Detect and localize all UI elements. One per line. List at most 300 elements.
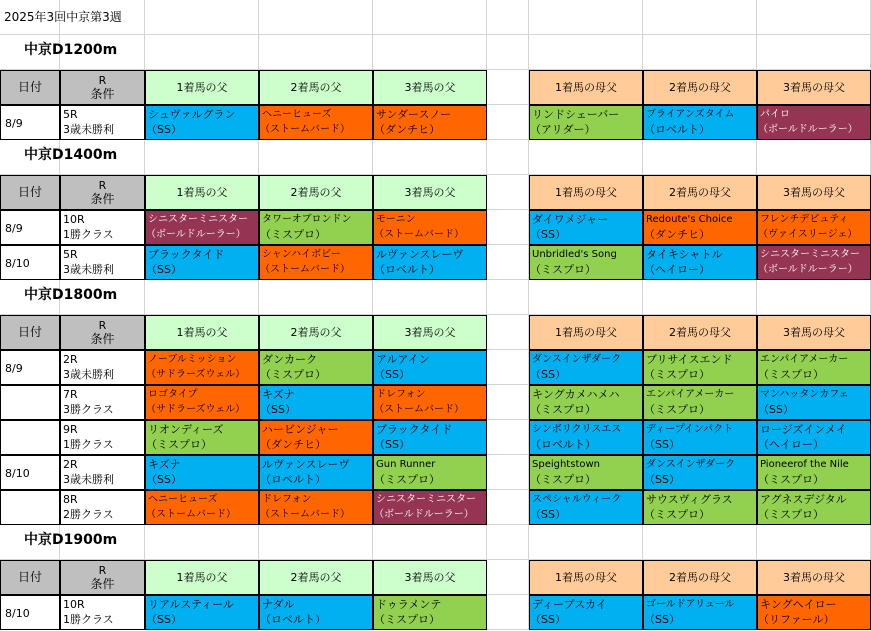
damsire-cell-3[interactable] bbox=[757, 385, 871, 420]
damsire-cell-1[interactable] bbox=[529, 350, 643, 385]
race-date[interactable] bbox=[0, 490, 60, 525]
horse-lineage: （ミスプロ） bbox=[530, 473, 596, 486]
grid-cell[interactable] bbox=[259, 0, 373, 35]
grid-cell[interactable] bbox=[373, 280, 487, 315]
header-sire-1[interactable] bbox=[145, 315, 259, 350]
sire-cell-2[interactable] bbox=[259, 490, 373, 525]
grid-cell[interactable] bbox=[373, 525, 487, 560]
grid-cell[interactable] bbox=[643, 280, 757, 315]
title-cell[interactable] bbox=[0, 0, 145, 35]
header-sire-1[interactable] bbox=[145, 175, 259, 210]
header-sire-2[interactable] bbox=[259, 175, 373, 210]
horse-name: ルヴァンスレーヴ bbox=[262, 458, 350, 471]
horse-lineage: （ストームバード） bbox=[146, 509, 236, 520]
horse-lineage: （SS） bbox=[146, 613, 182, 626]
horse-lineage: （SS） bbox=[644, 438, 680, 451]
race-info[interactable] bbox=[60, 350, 145, 385]
header-damsire-2[interactable] bbox=[643, 560, 757, 595]
damsire-cell-1[interactable] bbox=[529, 490, 643, 525]
damsire-cell-1[interactable] bbox=[529, 595, 643, 630]
grid-cell[interactable] bbox=[145, 35, 259, 70]
header-damsire-label: 1着馬の母父 bbox=[555, 571, 617, 584]
sire-cell-1[interactable] bbox=[145, 245, 259, 280]
race-number: 10R bbox=[63, 598, 85, 611]
grid-cell[interactable] bbox=[643, 35, 757, 70]
grid-cell[interactable] bbox=[529, 525, 643, 560]
grid-cell[interactable] bbox=[487, 315, 529, 350]
horse-name: ブラックタイド bbox=[148, 248, 225, 261]
damsire-cell-1[interactable] bbox=[529, 210, 643, 245]
grid-cell[interactable] bbox=[529, 140, 643, 175]
sire-cell-2[interactable] bbox=[259, 245, 373, 280]
grid-cell[interactable] bbox=[643, 525, 757, 560]
header-damsire-label: 3着馬の母父 bbox=[783, 186, 845, 199]
grid-cell[interactable] bbox=[487, 350, 529, 385]
horse-name: Speightstown bbox=[532, 459, 600, 470]
header-damsire-3[interactable] bbox=[757, 315, 871, 350]
grid-cell[interactable] bbox=[529, 35, 643, 70]
horse-lineage: （ヴァイスリージェ） bbox=[758, 229, 858, 240]
race-date[interactable] bbox=[0, 385, 60, 420]
horse-lineage: （ミスプロ） bbox=[260, 228, 326, 241]
horse-name: Gun Runner bbox=[376, 459, 436, 470]
damsire-cell-2[interactable] bbox=[643, 420, 757, 455]
sire-cell-2[interactable] bbox=[259, 350, 373, 385]
race-date[interactable] bbox=[0, 105, 60, 140]
horse-lineage: （ストームバード） bbox=[374, 229, 464, 240]
horse-lineage: （SS） bbox=[530, 228, 566, 241]
horse-name: ドレフォン bbox=[262, 494, 312, 505]
horse-name: アルアイン bbox=[376, 353, 430, 366]
grid-cell[interactable] bbox=[487, 525, 529, 560]
horse-name: シニスターミニスター bbox=[760, 249, 860, 260]
race-date-label: 8/10 bbox=[5, 607, 30, 620]
section-title: 中京D1400m bbox=[24, 147, 118, 163]
horse-name: サウスヴィグラス bbox=[646, 493, 733, 506]
race-date[interactable] bbox=[0, 350, 60, 385]
race-info[interactable] bbox=[60, 595, 145, 630]
damsire-cell-2[interactable] bbox=[643, 455, 757, 490]
damsire-cell-1[interactable] bbox=[529, 105, 643, 140]
sire-cell-3[interactable] bbox=[373, 455, 487, 490]
damsire-cell-1[interactable] bbox=[529, 385, 643, 420]
header-damsire-1[interactable] bbox=[529, 70, 643, 105]
horse-lineage: （ミスプロ） bbox=[644, 368, 710, 381]
horse-name: アグネスデジタル bbox=[760, 493, 847, 506]
horse-lineage: （SS） bbox=[530, 508, 566, 521]
horse-lineage: （ボールドルーラー） bbox=[374, 509, 474, 520]
header-sire-1[interactable] bbox=[145, 560, 259, 595]
sire-cell-2[interactable] bbox=[259, 420, 373, 455]
horse-name: ゴールドアリュール bbox=[646, 599, 735, 610]
horse-lineage: （ダンチヒ） bbox=[260, 438, 327, 451]
horse-name: ノーブルミッション bbox=[148, 354, 237, 365]
sire-cell-3[interactable] bbox=[373, 210, 487, 245]
horse-lineage: （ミスプロ） bbox=[644, 508, 710, 521]
header-damsire-3[interactable] bbox=[757, 175, 871, 210]
horse-name: スペシャルウィーク bbox=[532, 494, 622, 505]
grid-cell[interactable] bbox=[487, 385, 529, 420]
damsire-cell-3[interactable] bbox=[757, 420, 871, 455]
race-info[interactable] bbox=[60, 455, 145, 490]
race-condition: 2勝クラス bbox=[63, 508, 114, 521]
horse-lineage: （ミスプロ） bbox=[530, 263, 596, 276]
horse-lineage: （ロベルト） bbox=[644, 123, 710, 136]
race-number: 5R bbox=[63, 248, 78, 261]
horse-lineage: （リファール） bbox=[758, 613, 835, 626]
horse-name: サンダースノー bbox=[376, 108, 452, 121]
section-title: 中京D1900m bbox=[24, 532, 118, 548]
section-title-cell[interactable] bbox=[0, 35, 145, 70]
header-date-label: 日付 bbox=[17, 325, 42, 339]
race-date-label: 8/9 bbox=[5, 117, 23, 130]
header-sire-3[interactable] bbox=[373, 175, 487, 210]
sire-cell-1[interactable] bbox=[145, 455, 259, 490]
damsire-cell-1[interactable] bbox=[529, 420, 643, 455]
grid-cell[interactable] bbox=[529, 280, 643, 315]
sire-cell-1[interactable] bbox=[145, 420, 259, 455]
header-damsire-1[interactable] bbox=[529, 175, 643, 210]
header-race-r: R bbox=[98, 564, 107, 577]
grid-cell[interactable] bbox=[757, 525, 871, 560]
horse-lineage: （ボールドルーラー） bbox=[758, 264, 858, 275]
sire-cell-1[interactable] bbox=[145, 595, 259, 630]
grid-cell[interactable] bbox=[259, 140, 373, 175]
horse-name: ルヴァンスレーヴ bbox=[376, 248, 464, 261]
grid-cell[interactable] bbox=[529, 0, 643, 35]
race-info[interactable] bbox=[60, 105, 145, 140]
grid-cell[interactable] bbox=[487, 595, 529, 630]
grid-cell[interactable] bbox=[757, 0, 871, 35]
header-sire-label: 2着馬の父 bbox=[290, 186, 342, 199]
horse-lineage: （SS） bbox=[146, 473, 182, 486]
horse-name: リアルスティール bbox=[148, 598, 234, 611]
header-sire-2[interactable] bbox=[259, 560, 373, 595]
race-date-label: 8/10 bbox=[5, 467, 30, 480]
header-sire-3[interactable] bbox=[373, 560, 487, 595]
race-condition: 3歳未勝利 bbox=[63, 263, 114, 276]
horse-lineage: （SS） bbox=[758, 403, 794, 416]
horse-lineage: （SS） bbox=[374, 438, 410, 451]
header-race-r: R bbox=[98, 74, 107, 87]
race-info[interactable] bbox=[60, 210, 145, 245]
header-damsire-label: 3着馬の母父 bbox=[783, 571, 845, 584]
grid-cell[interactable] bbox=[487, 175, 529, 210]
horse-lineage: （SS） bbox=[260, 403, 296, 416]
horse-lineage: （ミスプロ） bbox=[146, 438, 212, 451]
race-date[interactable] bbox=[0, 420, 60, 455]
sire-cell-1[interactable] bbox=[145, 350, 259, 385]
horse-lineage: （ストームバード） bbox=[374, 404, 464, 415]
horse-name: エンパイアメーカー bbox=[760, 354, 849, 365]
section-title: 中京D1800m bbox=[24, 287, 118, 303]
horse-lineage: （SS） bbox=[146, 263, 182, 276]
header-date[interactable] bbox=[0, 175, 60, 210]
damsire-cell-3[interactable] bbox=[757, 245, 871, 280]
horse-name: ダンスインザダーク bbox=[532, 354, 622, 365]
horse-name: タイキシャトル bbox=[646, 248, 723, 261]
header-date[interactable] bbox=[0, 560, 60, 595]
header-damsire-2[interactable] bbox=[643, 70, 757, 105]
damsire-cell-3[interactable] bbox=[757, 210, 871, 245]
header-damsire-label: 2着馬の母父 bbox=[669, 571, 731, 584]
damsire-cell-2[interactable] bbox=[643, 385, 757, 420]
horse-lineage: （ダンチヒ） bbox=[374, 123, 441, 136]
damsire-cell-3[interactable] bbox=[757, 350, 871, 385]
horse-name: ダイワメジャー bbox=[532, 213, 609, 226]
horse-lineage: （ストームバード） bbox=[260, 264, 350, 275]
horse-lineage: （ミスプロ） bbox=[374, 613, 440, 626]
damsire-cell-1[interactable] bbox=[529, 245, 643, 280]
header-race[interactable] bbox=[60, 315, 145, 350]
horse-name: ロージズインメイ bbox=[760, 423, 847, 436]
race-date[interactable] bbox=[0, 455, 60, 490]
horse-lineage: （SS） bbox=[146, 123, 182, 136]
header-date[interactable] bbox=[0, 315, 60, 350]
horse-name: シニスターミニスター bbox=[148, 214, 248, 225]
section-title-cell[interactable] bbox=[0, 140, 145, 175]
horse-lineage: （ミスプロ） bbox=[530, 403, 596, 416]
damsire-cell-2[interactable] bbox=[643, 245, 757, 280]
horse-name: ヘニーヒューズ bbox=[148, 494, 218, 505]
grid-cell[interactable] bbox=[487, 245, 529, 280]
damsire-cell-2[interactable] bbox=[643, 350, 757, 385]
header-damsire-3[interactable] bbox=[757, 70, 871, 105]
grid-cell[interactable] bbox=[757, 280, 871, 315]
grid-cell[interactable] bbox=[373, 140, 487, 175]
header-race-cond: 条件 bbox=[90, 192, 115, 206]
horse-lineage: （SS） bbox=[530, 613, 566, 626]
grid-cell[interactable] bbox=[487, 280, 529, 315]
sire-cell-2[interactable] bbox=[259, 105, 373, 140]
race-number: 8R bbox=[63, 493, 78, 506]
grid-cell[interactable] bbox=[487, 35, 529, 70]
grid-cell[interactable] bbox=[643, 0, 757, 35]
header-sire-2[interactable] bbox=[259, 315, 373, 350]
horse-name: ディープスカイ bbox=[532, 598, 607, 611]
header-race-cond: 条件 bbox=[90, 577, 115, 591]
sire-cell-3[interactable] bbox=[373, 490, 487, 525]
header-sire-label: 2着馬の父 bbox=[290, 571, 342, 584]
damsire-cell-3[interactable] bbox=[757, 595, 871, 630]
race-info[interactable] bbox=[60, 245, 145, 280]
grid-cell[interactable] bbox=[487, 420, 529, 455]
header-sire-label: 1着馬の父 bbox=[176, 326, 228, 339]
header-damsire-label: 2着馬の母父 bbox=[669, 186, 731, 199]
race-info[interactable] bbox=[60, 490, 145, 525]
horse-lineage: （ミスプロ） bbox=[644, 403, 710, 416]
grid-cell[interactable] bbox=[487, 0, 529, 35]
race-condition: 1勝クラス bbox=[63, 228, 114, 241]
horse-name: ダンカーク bbox=[262, 353, 318, 366]
horse-lineage: （ヘイロー） bbox=[758, 438, 824, 451]
grid-cell[interactable] bbox=[145, 280, 259, 315]
horse-name: ダンスインザダーク bbox=[646, 459, 736, 470]
damsire-cell-2[interactable] bbox=[643, 490, 757, 525]
horse-name: Redoute's Choice bbox=[646, 214, 733, 225]
header-sire-label: 3着馬の父 bbox=[404, 186, 456, 199]
horse-name: Unbridled's Song bbox=[532, 249, 617, 260]
header-damsire-label: 1着馬の母父 bbox=[555, 81, 617, 94]
horse-name: キズナ bbox=[262, 388, 295, 401]
grid-cell[interactable] bbox=[145, 525, 259, 560]
horse-name: ブライアンズタイム bbox=[646, 109, 735, 120]
header-damsire-label: 1着馬の母父 bbox=[555, 326, 617, 339]
grid-cell[interactable] bbox=[757, 140, 871, 175]
horse-lineage: （ヘイロー） bbox=[644, 263, 710, 276]
header-damsire-label: 1着馬の母父 bbox=[555, 186, 617, 199]
grid-cell[interactable] bbox=[643, 140, 757, 175]
horse-lineage: （ロベルト） bbox=[260, 613, 326, 626]
horse-lineage: （SS） bbox=[644, 473, 680, 486]
header-damsire-label: 2着馬の母父 bbox=[669, 326, 731, 339]
race-date[interactable] bbox=[0, 245, 60, 280]
header-damsire-3[interactable] bbox=[757, 560, 871, 595]
horse-name: マンハッタンカフェ bbox=[760, 389, 849, 400]
horse-name: Pioneerof the Nile bbox=[760, 459, 849, 470]
race-date[interactable] bbox=[0, 210, 60, 245]
header-race-cond: 条件 bbox=[90, 332, 115, 346]
header-race[interactable] bbox=[60, 70, 145, 105]
grid-cell[interactable] bbox=[487, 105, 529, 140]
horse-lineage: （ロベルト） bbox=[374, 263, 440, 276]
race-info[interactable] bbox=[60, 420, 145, 455]
header-damsire-2[interactable] bbox=[643, 315, 757, 350]
race-condition: 1勝クラス bbox=[63, 438, 114, 451]
horse-name: シャンハイボビー bbox=[262, 249, 341, 260]
race-date-label: 8/9 bbox=[5, 362, 23, 375]
grid-cell[interactable] bbox=[145, 140, 259, 175]
horse-lineage: （サドラーズウェル） bbox=[146, 404, 246, 415]
header-sire-3[interactable] bbox=[373, 70, 487, 105]
grid-cell[interactable] bbox=[373, 35, 487, 70]
grid-cell[interactable] bbox=[259, 35, 373, 70]
sire-cell-1[interactable] bbox=[145, 490, 259, 525]
damsire-cell-3[interactable] bbox=[757, 105, 871, 140]
header-damsire-label: 2着馬の母父 bbox=[669, 81, 731, 94]
header-sire-2[interactable] bbox=[259, 70, 373, 105]
sire-cell-1[interactable] bbox=[145, 385, 259, 420]
horse-lineage: （ミスプロ） bbox=[260, 368, 326, 381]
header-race[interactable] bbox=[60, 175, 145, 210]
header-damsire-label: 3着馬の母父 bbox=[783, 81, 845, 94]
header-sire-3[interactable] bbox=[373, 315, 487, 350]
race-date-label: 8/10 bbox=[5, 257, 30, 270]
horse-name: モーニン bbox=[376, 214, 416, 225]
race-info[interactable] bbox=[60, 385, 145, 420]
race-number: 9R bbox=[63, 423, 78, 436]
horse-lineage: （ロベルト） bbox=[530, 438, 596, 451]
horse-name: ナダル bbox=[262, 598, 295, 611]
race-condition: 3歳未勝利 bbox=[63, 473, 114, 486]
grid-cell[interactable] bbox=[487, 70, 529, 105]
damsire-cell-1[interactable] bbox=[529, 455, 643, 490]
header-date-label: 日付 bbox=[17, 185, 42, 199]
damsire-cell-2[interactable] bbox=[643, 595, 757, 630]
section-title-cell[interactable] bbox=[0, 280, 145, 315]
horse-name: フレンチデピュティ bbox=[760, 214, 849, 225]
horse-name: パイロ bbox=[760, 109, 790, 120]
race-condition: 3歳未勝利 bbox=[63, 368, 114, 381]
header-date[interactable] bbox=[0, 70, 60, 105]
horse-name: シニスターミニスター bbox=[376, 494, 476, 505]
grid-cell[interactable] bbox=[259, 525, 373, 560]
horse-lineage: （アリダー） bbox=[530, 123, 596, 136]
horse-name: ヘニーヒューズ bbox=[262, 109, 332, 120]
sire-cell-3[interactable] bbox=[373, 350, 487, 385]
sire-cell-2[interactable] bbox=[259, 210, 373, 245]
horse-name: ブリサイスエンド bbox=[646, 353, 733, 366]
horse-lineage: （SS） bbox=[530, 368, 566, 381]
horse-name: ドレフォン bbox=[376, 389, 426, 400]
grid-cell[interactable] bbox=[487, 210, 529, 245]
section-title-cell[interactable] bbox=[0, 525, 145, 560]
race-date[interactable] bbox=[0, 595, 60, 630]
damsire-cell-2[interactable] bbox=[643, 210, 757, 245]
grid-cell[interactable] bbox=[487, 560, 529, 595]
header-damsire-1[interactable] bbox=[529, 560, 643, 595]
sheet-title: 2025年3回中京第3週 bbox=[4, 10, 122, 24]
header-sire-label: 3着馬の父 bbox=[404, 81, 456, 94]
sire-cell-3[interactable] bbox=[373, 420, 487, 455]
sire-cell-2[interactable] bbox=[259, 595, 373, 630]
horse-lineage: （ダンチヒ） bbox=[644, 228, 711, 241]
sire-cell-3[interactable] bbox=[373, 245, 487, 280]
header-race[interactable] bbox=[60, 560, 145, 595]
horse-name: ロゴタイプ bbox=[148, 389, 198, 400]
grid-cell[interactable] bbox=[373, 0, 487, 35]
header-damsire-1[interactable] bbox=[529, 315, 643, 350]
sire-cell-1[interactable] bbox=[145, 210, 259, 245]
race-number: 7R bbox=[63, 388, 78, 401]
grid-cell[interactable] bbox=[757, 35, 871, 70]
horse-name: タワーオブロンドン bbox=[262, 214, 352, 225]
damsire-cell-3[interactable] bbox=[757, 490, 871, 525]
sire-cell-1[interactable] bbox=[145, 105, 259, 140]
race-condition: 1勝クラス bbox=[63, 613, 114, 626]
header-race-r: R bbox=[98, 179, 107, 192]
grid-cell[interactable] bbox=[259, 280, 373, 315]
header-race-r: R bbox=[98, 319, 107, 332]
sire-cell-2[interactable] bbox=[259, 385, 373, 420]
header-damsire-2[interactable] bbox=[643, 175, 757, 210]
grid-cell[interactable] bbox=[487, 455, 529, 490]
horse-lineage: （ロベルト） bbox=[260, 473, 326, 486]
sire-cell-3[interactable] bbox=[373, 385, 487, 420]
horse-name: エンパイアメーカー bbox=[646, 389, 735, 400]
damsire-cell-3[interactable] bbox=[757, 455, 871, 490]
horse-lineage: （ミスプロ） bbox=[758, 508, 824, 521]
header-date-label: 日付 bbox=[17, 570, 42, 584]
sire-cell-2[interactable] bbox=[259, 455, 373, 490]
grid-cell[interactable] bbox=[145, 0, 259, 35]
grid-cell[interactable] bbox=[487, 490, 529, 525]
sire-cell-3[interactable] bbox=[373, 105, 487, 140]
race-number: 10R bbox=[63, 213, 85, 226]
header-sire-label: 3着馬の父 bbox=[404, 326, 456, 339]
sire-cell-3[interactable] bbox=[373, 595, 487, 630]
header-sire-label: 1着馬の父 bbox=[176, 81, 228, 94]
damsire-cell-2[interactable] bbox=[643, 105, 757, 140]
horse-name: リオンディーズ bbox=[148, 423, 224, 436]
header-sire-label: 3着馬の父 bbox=[404, 571, 456, 584]
header-sire-1[interactable] bbox=[145, 70, 259, 105]
horse-lineage: （ミスプロ） bbox=[374, 473, 440, 486]
race-condition: 3勝クラス bbox=[63, 403, 114, 416]
horse-lineage: （ミスプロ） bbox=[758, 473, 824, 486]
grid-cell[interactable] bbox=[487, 140, 529, 175]
header-sire-label: 1着馬の父 bbox=[176, 186, 228, 199]
